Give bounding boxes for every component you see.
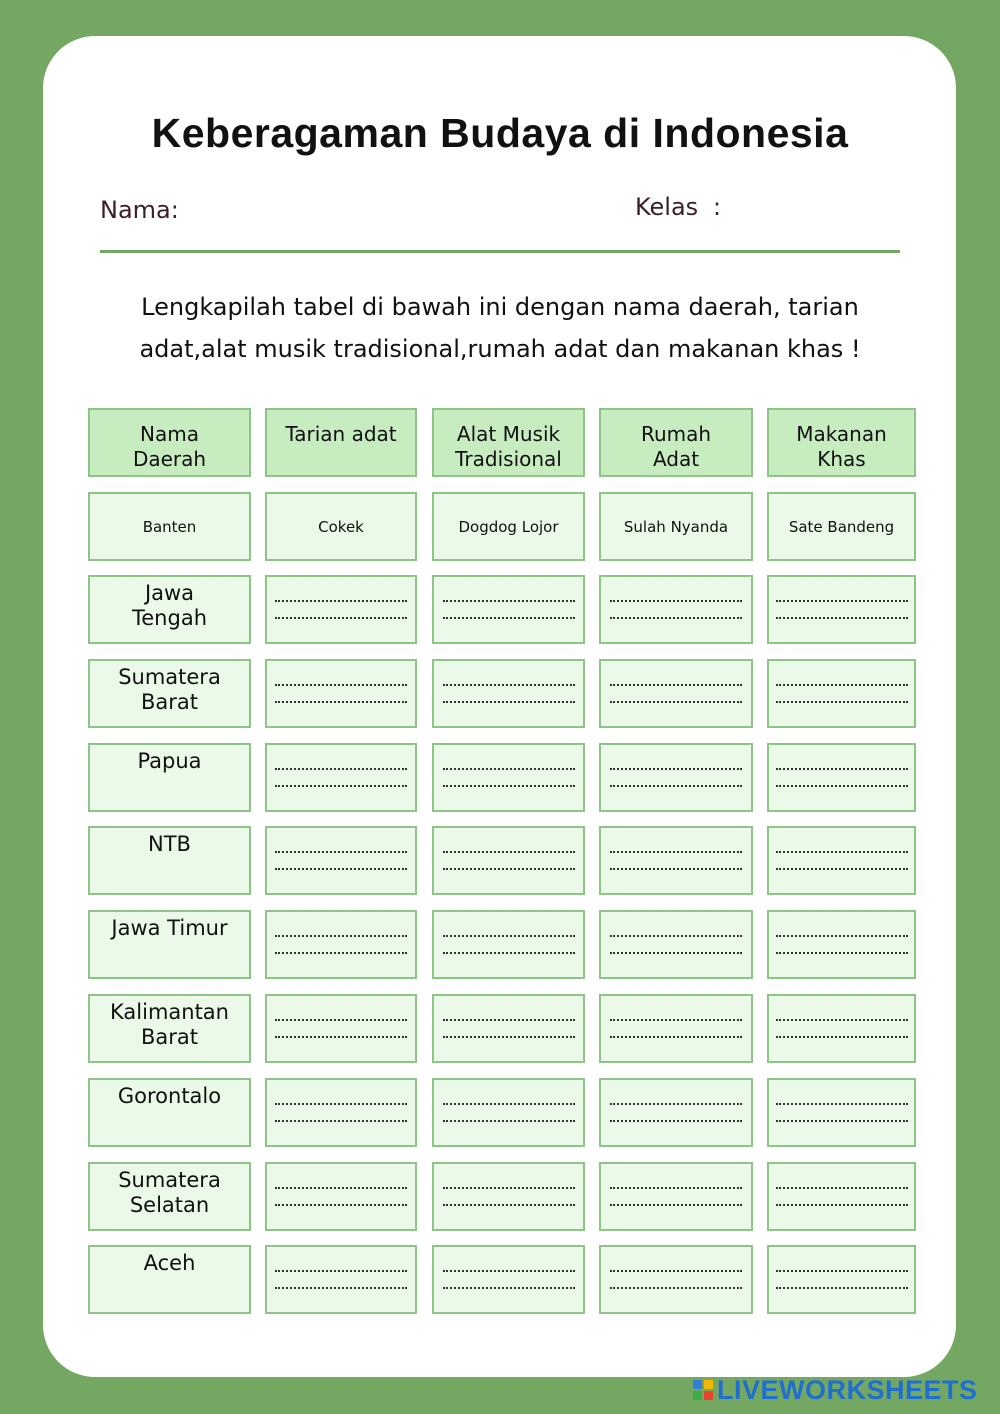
answer-field[interactable] xyxy=(599,743,753,812)
divider xyxy=(100,250,900,253)
dotted-answer-line xyxy=(443,935,575,937)
answer-field[interactable] xyxy=(599,994,753,1063)
dotted-answer-line xyxy=(275,1036,407,1038)
answer-field[interactable] xyxy=(599,1162,753,1231)
dotted-answer-line xyxy=(776,1103,908,1105)
dotted-answer-line xyxy=(776,684,908,686)
answer-field[interactable] xyxy=(265,1245,417,1314)
cell-text: Jawa Timur xyxy=(111,916,228,940)
dotted-answer-line xyxy=(610,600,742,602)
dotted-answer-line xyxy=(610,684,742,686)
dotted-answer-line xyxy=(776,701,908,703)
dotted-answer-line xyxy=(776,1019,908,1021)
region-name-cell xyxy=(88,659,251,728)
dotted-answer-line xyxy=(443,684,575,686)
example-cell xyxy=(88,492,251,561)
name-label: Nama: xyxy=(100,196,179,224)
answer-field[interactable] xyxy=(265,1162,417,1231)
answer-field[interactable] xyxy=(767,575,916,644)
answer-field[interactable] xyxy=(265,994,417,1063)
answer-field[interactable] xyxy=(767,826,916,895)
cell-text: Dogdog Lojor xyxy=(458,517,559,536)
example-cell xyxy=(432,492,585,561)
dotted-answer-line xyxy=(610,617,742,619)
logo-square xyxy=(704,1380,713,1389)
dotted-answer-line xyxy=(610,851,742,853)
answer-field[interactable] xyxy=(599,659,753,728)
dotted-answer-line xyxy=(275,1270,407,1272)
dotted-answer-line xyxy=(443,701,575,703)
cell-text: Sate Bandeng xyxy=(788,517,895,536)
dotted-answer-line xyxy=(776,935,908,937)
dotted-answer-line xyxy=(610,1270,742,1272)
logo-square xyxy=(693,1391,702,1400)
dotted-answer-line xyxy=(443,1120,575,1122)
dotted-answer-line xyxy=(275,868,407,870)
dotted-answer-line xyxy=(275,935,407,937)
liveworksheets-watermark xyxy=(693,1374,978,1406)
liveworksheets-logo-icon xyxy=(693,1380,713,1400)
class-label: Kelas xyxy=(635,193,699,221)
dotted-answer-line xyxy=(776,1036,908,1038)
dotted-answer-line xyxy=(776,617,908,619)
answer-field[interactable] xyxy=(265,575,417,644)
answer-field[interactable] xyxy=(767,1078,916,1147)
answer-field[interactable] xyxy=(767,994,916,1063)
dotted-answer-line xyxy=(610,1019,742,1021)
answer-field[interactable] xyxy=(265,743,417,812)
cell-text: Kalimantan Barat xyxy=(110,1000,229,1049)
dotted-answer-line xyxy=(610,1120,742,1122)
answer-field[interactable] xyxy=(767,1245,916,1314)
dotted-answer-line xyxy=(776,1270,908,1272)
dotted-answer-line xyxy=(443,868,575,870)
answer-field[interactable] xyxy=(432,1162,585,1231)
answer-field[interactable] xyxy=(432,575,585,644)
cell-text: Alat Musik Tradisional xyxy=(455,422,562,471)
example-cell xyxy=(599,492,753,561)
dotted-answer-line xyxy=(776,1187,908,1189)
dotted-answer-line xyxy=(443,1270,575,1272)
dotted-answer-line xyxy=(776,851,908,853)
answer-field[interactable] xyxy=(432,1078,585,1147)
dotted-answer-line xyxy=(275,1019,407,1021)
answer-field[interactable] xyxy=(432,1245,585,1314)
page-title: Keberagaman Budaya di Indonesia xyxy=(151,110,849,156)
dotted-answer-line xyxy=(610,1187,742,1189)
answer-field[interactable] xyxy=(265,1078,417,1147)
dotted-answer-line xyxy=(776,952,908,954)
dotted-answer-line xyxy=(443,1287,575,1289)
region-name-cell xyxy=(88,910,251,979)
dotted-answer-line xyxy=(275,1120,407,1122)
region-name-cell xyxy=(88,743,251,812)
dotted-answer-line xyxy=(443,617,575,619)
dotted-answer-line xyxy=(443,785,575,787)
dotted-answer-line xyxy=(610,785,742,787)
logo-square xyxy=(704,1391,713,1400)
class-colon: : xyxy=(713,193,722,221)
dotted-answer-line xyxy=(275,768,407,770)
dotted-answer-line xyxy=(610,1287,742,1289)
dotted-answer-line xyxy=(275,684,407,686)
dotted-answer-line xyxy=(443,600,575,602)
dotted-answer-line xyxy=(443,952,575,954)
dotted-answer-line xyxy=(275,851,407,853)
dotted-answer-line xyxy=(443,1019,575,1021)
answer-field[interactable] xyxy=(265,910,417,979)
cell-text: NTB xyxy=(148,832,191,856)
dotted-answer-line xyxy=(275,785,407,787)
answer-field[interactable] xyxy=(599,826,753,895)
cell-text: Sulah Nyanda xyxy=(623,517,729,536)
region-name-cell xyxy=(88,575,251,644)
answer-field[interactable] xyxy=(599,1245,753,1314)
dotted-answer-line xyxy=(443,1187,575,1189)
dotted-answer-line xyxy=(275,952,407,954)
dotted-answer-line xyxy=(776,600,908,602)
table-header-cell xyxy=(767,408,916,477)
answer-field[interactable] xyxy=(767,910,916,979)
answer-field[interactable] xyxy=(767,1162,916,1231)
dotted-answer-line xyxy=(275,1103,407,1105)
dotted-answer-line xyxy=(443,1036,575,1038)
cell-text: Aceh xyxy=(143,1251,196,1275)
dotted-answer-line xyxy=(610,768,742,770)
region-name-cell xyxy=(88,1162,251,1231)
dotted-answer-line xyxy=(610,952,742,954)
answer-field[interactable] xyxy=(432,910,585,979)
cell-text: Banten xyxy=(142,517,197,536)
dotted-answer-line xyxy=(776,1287,908,1289)
dotted-answer-line xyxy=(776,1120,908,1122)
answer-field[interactable] xyxy=(432,826,585,895)
cell-text: Cokek xyxy=(318,517,364,536)
example-cell xyxy=(265,492,417,561)
instruction-text: Lengkapilah tabel di bawah ini dengan nama daerah, tarian adat,alat musik tradisional,rumah adat dan makanan khas ! xyxy=(139,293,861,363)
answer-field[interactable] xyxy=(767,659,916,728)
region-name-cell xyxy=(88,1078,251,1147)
dotted-answer-line xyxy=(610,935,742,937)
dotted-answer-line xyxy=(443,1204,575,1206)
dotted-answer-line xyxy=(776,768,908,770)
cell-text: Gorontalo xyxy=(117,1084,222,1108)
table-header-cell xyxy=(265,408,417,477)
dotted-answer-line xyxy=(610,1103,742,1105)
region-name-cell xyxy=(88,994,251,1063)
region-name-cell xyxy=(88,1245,251,1314)
dotted-answer-line xyxy=(610,1036,742,1038)
answer-field[interactable] xyxy=(265,826,417,895)
answer-field[interactable] xyxy=(599,1078,753,1147)
cell-text: Rumah Adat xyxy=(640,422,712,471)
dotted-answer-line xyxy=(776,785,908,787)
dotted-answer-line xyxy=(275,1204,407,1206)
region-name-cell xyxy=(88,826,251,895)
answer-field[interactable] xyxy=(265,659,417,728)
dotted-answer-line xyxy=(443,1103,575,1105)
dotted-answer-line xyxy=(275,701,407,703)
cell-text: Makanan Khas xyxy=(796,422,887,471)
answer-field[interactable] xyxy=(599,910,753,979)
cell-text: Nama Daerah xyxy=(132,422,207,471)
dotted-answer-line xyxy=(776,868,908,870)
cell-text: Jawa Tengah xyxy=(132,581,207,630)
answer-field[interactable] xyxy=(432,994,585,1063)
answer-field[interactable] xyxy=(432,659,585,728)
dotted-answer-line xyxy=(275,1287,407,1289)
watermark-text: LIVEWORKSHEETS xyxy=(717,1374,978,1405)
dotted-answer-line xyxy=(443,851,575,853)
answer-field[interactable] xyxy=(599,575,753,644)
cell-text: Sumatera Selatan xyxy=(118,1168,221,1217)
cell-text: Tarian adat xyxy=(285,422,397,446)
table-header-cell xyxy=(432,408,585,477)
logo-square xyxy=(693,1380,702,1389)
cell-text: Papua xyxy=(137,749,202,773)
example-cell xyxy=(767,492,916,561)
dotted-answer-line xyxy=(776,1204,908,1206)
table-header-cell xyxy=(88,408,251,477)
dotted-answer-line xyxy=(275,617,407,619)
dotted-answer-line xyxy=(610,701,742,703)
table-header-cell xyxy=(599,408,753,477)
cell-text: Sumatera Barat xyxy=(118,665,221,714)
answer-field[interactable] xyxy=(767,743,916,812)
dotted-answer-line xyxy=(275,600,407,602)
dotted-answer-line xyxy=(610,868,742,870)
dotted-answer-line xyxy=(275,1187,407,1189)
dotted-answer-line xyxy=(610,1204,742,1206)
dotted-answer-line xyxy=(443,768,575,770)
answer-field[interactable] xyxy=(432,743,585,812)
